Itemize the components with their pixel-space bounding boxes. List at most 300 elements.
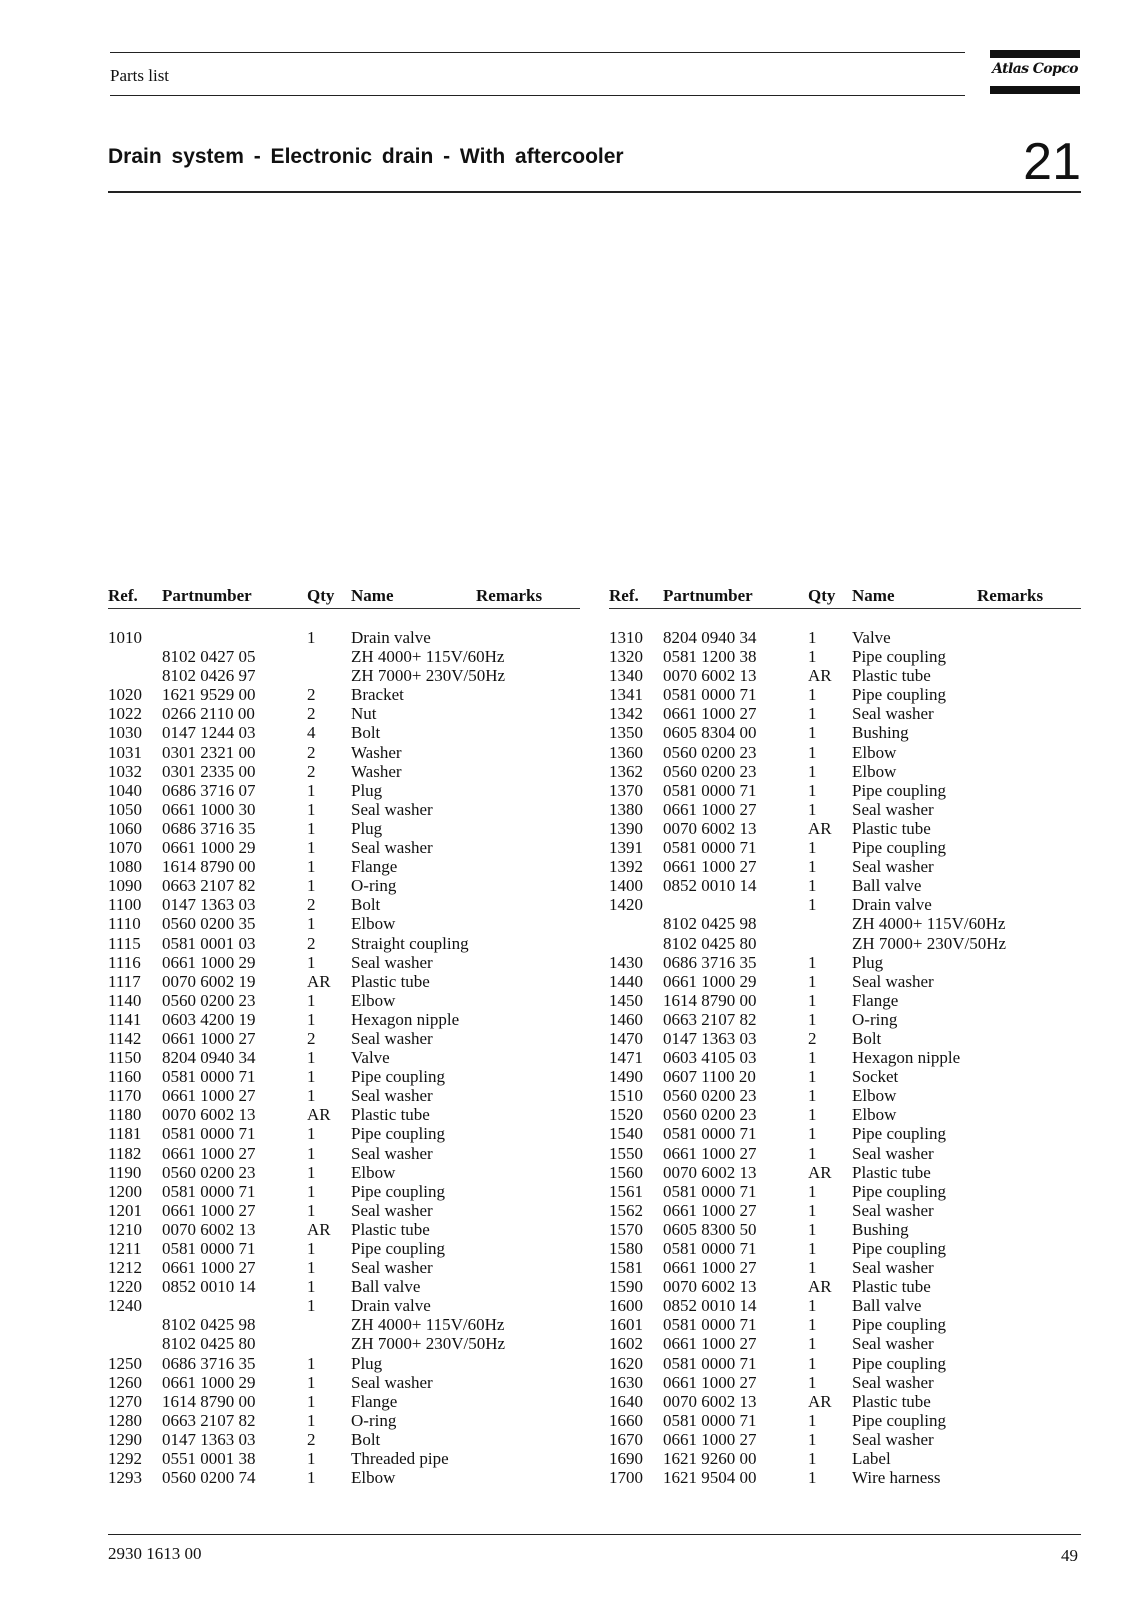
table-row — [108, 1163, 580, 1182]
row-partnumber: 1614 8790 00 — [162, 857, 256, 877]
row-ref: 1140 — [108, 990, 142, 1010]
row-name: Elbow — [351, 1162, 396, 1182]
row-qty: 1 — [307, 1009, 316, 1029]
row-name: Plug — [351, 780, 383, 800]
table-row — [108, 762, 580, 781]
row-name: Pipe coupling — [351, 1181, 445, 1201]
table-row — [108, 1315, 580, 1334]
row-ref: 1510 — [609, 1086, 643, 1106]
row-name: Pipe coupling — [351, 1067, 445, 1087]
row-ref: 1117 — [108, 971, 141, 991]
row-name: Washer — [351, 742, 402, 762]
table-row — [609, 1010, 1081, 1029]
row-qty: 1 — [808, 1315, 817, 1335]
table-row — [108, 1124, 580, 1143]
row-partnumber: 0661 1000 29 — [162, 1372, 256, 1392]
row-name: Plastic tube — [351, 1219, 430, 1239]
row-partnumber: 0560 0200 23 — [162, 1162, 256, 1182]
row-qty: 1 — [307, 857, 316, 877]
row-name: Seal washer — [852, 857, 934, 877]
row-partnumber: 0070 6002 13 — [162, 1105, 256, 1125]
row-qty: 1 — [307, 838, 316, 858]
row-ref: 1590 — [609, 1277, 643, 1297]
row-name: Elbow — [351, 990, 396, 1010]
row-name: Seal washer — [852, 971, 934, 991]
row-name: Seal washer — [351, 952, 433, 972]
row-name: Plastic tube — [852, 1162, 931, 1182]
table-row — [609, 1296, 1081, 1315]
row-qty: 1 — [808, 704, 817, 724]
table-row — [609, 723, 1081, 742]
row-name: Elbow — [852, 1086, 897, 1106]
row-ref: 1201 — [108, 1200, 142, 1220]
row-ref: 1115 — [108, 933, 141, 953]
row-qty: 1 — [307, 1124, 316, 1144]
row-ref: 1010 — [108, 628, 142, 647]
row-ref: 1260 — [108, 1372, 142, 1392]
row-ref: 1392 — [609, 857, 643, 877]
table-row — [609, 1029, 1081, 1048]
row-ref: 1341 — [609, 685, 643, 705]
row-name: Seal washer — [852, 1200, 934, 1220]
row-partnumber: 0581 0000 71 — [663, 1124, 757, 1144]
header-qty: Qty — [808, 586, 836, 605]
table-row — [609, 1468, 1081, 1487]
row-qty: 1 — [307, 1391, 316, 1411]
row-ref: 1562 — [609, 1200, 643, 1220]
row-name: Elbow — [351, 914, 396, 934]
row-name: ZH 7000+ 230V/50Hz — [351, 666, 506, 686]
parts-table-right — [609, 586, 1081, 1487]
row-qty: AR — [307, 971, 331, 991]
row-qty: 2 — [307, 685, 316, 705]
table-row — [108, 1239, 580, 1258]
row-name: Plastic tube — [351, 1105, 430, 1125]
table-row — [108, 743, 580, 762]
row-name: Drain valve — [351, 628, 431, 647]
row-ref: 1602 — [609, 1334, 643, 1354]
row-partnumber: 0581 0000 71 — [162, 1239, 256, 1258]
row-ref: 1630 — [609, 1372, 643, 1392]
row-partnumber: 0581 0000 71 — [162, 1181, 256, 1201]
row-partnumber: 0560 0200 23 — [663, 742, 757, 762]
row-name: Pipe coupling — [852, 838, 946, 858]
row-partnumber: 0686 3716 35 — [162, 1353, 256, 1373]
row-qty: 1 — [808, 1258, 817, 1278]
row-ref: 1310 — [609, 628, 643, 647]
row-ref: 1471 — [609, 1048, 643, 1068]
title-rule — [108, 191, 1081, 193]
row-ref: 1116 — [108, 952, 141, 972]
row-partnumber: 0147 1363 03 — [162, 1429, 256, 1449]
table-row — [609, 781, 1081, 800]
row-ref: 1370 — [609, 780, 643, 800]
table-row — [108, 991, 580, 1010]
row-qty: 1 — [808, 838, 817, 858]
table-row — [108, 781, 580, 800]
header-partnumber: Partnumber — [663, 586, 753, 605]
row-name: Ball valve — [852, 1296, 922, 1316]
row-ref: 1380 — [609, 799, 643, 819]
row-name: Seal washer — [852, 1429, 934, 1449]
row-name: Seal washer — [852, 1258, 934, 1278]
row-partnumber: 0661 1000 29 — [162, 952, 256, 972]
row-qty: 2 — [307, 1028, 316, 1048]
row-qty: 2 — [307, 895, 316, 915]
row-ref: 1060 — [108, 818, 142, 838]
row-name: Pipe coupling — [852, 1124, 946, 1144]
row-name: Seal washer — [351, 838, 433, 858]
row-ref: 1470 — [609, 1028, 643, 1048]
row-qty: 1 — [808, 1372, 817, 1392]
row-ref: 1170 — [108, 1086, 142, 1106]
row-name: Flange — [351, 1391, 398, 1411]
row-partnumber: 8102 0425 80 — [162, 1334, 256, 1354]
row-qty: 1 — [808, 780, 817, 800]
header-remarks: Remarks — [476, 586, 543, 605]
row-ref: 1040 — [108, 780, 142, 800]
header-ref: Ref. — [108, 586, 138, 605]
row-qty: 1 — [808, 685, 817, 705]
table-row — [609, 704, 1081, 723]
table-row — [108, 704, 580, 723]
row-partnumber: 0603 4200 19 — [162, 1009, 256, 1029]
table-row — [609, 934, 1081, 953]
row-ref: 1440 — [609, 971, 643, 991]
row-partnumber: 0605 8304 00 — [663, 723, 757, 743]
row-ref: 1240 — [108, 1296, 142, 1316]
table-row — [609, 1373, 1081, 1392]
table-row — [609, 685, 1081, 704]
row-partnumber: 1621 9260 00 — [663, 1449, 757, 1469]
row-qty: 1 — [307, 780, 316, 800]
row-qty: AR — [307, 1105, 331, 1125]
row-qty: 1 — [808, 1067, 817, 1087]
row-ref: 1550 — [609, 1143, 643, 1163]
row-qty: 1 — [808, 1143, 817, 1163]
row-name: Flange — [852, 990, 899, 1010]
table-row — [609, 1430, 1081, 1449]
row-name: Bolt — [852, 1028, 882, 1048]
table-row — [609, 1258, 1081, 1277]
header-name: Name — [852, 586, 895, 605]
row-qty: 1 — [808, 1429, 817, 1449]
row-partnumber: 0661 1000 27 — [162, 1086, 256, 1106]
row-qty: 2 — [307, 761, 316, 781]
row-name: Pipe coupling — [852, 1181, 946, 1201]
row-name: Bushing — [852, 1219, 909, 1239]
row-qty: 1 — [307, 1410, 316, 1430]
row-qty: 1 — [808, 1410, 817, 1430]
row-qty: 1 — [307, 1258, 316, 1278]
row-name: Bracket — [351, 685, 404, 705]
table-row — [108, 800, 580, 819]
table-row — [609, 762, 1081, 781]
table-row — [609, 1354, 1081, 1373]
table-row — [609, 1163, 1081, 1182]
row-name: Pipe coupling — [852, 1353, 946, 1373]
row-partnumber: 0581 0000 71 — [663, 780, 757, 800]
table-row — [609, 1086, 1081, 1105]
section-label: Parts list — [110, 66, 170, 85]
table-row — [609, 857, 1081, 876]
row-qty: 1 — [808, 647, 817, 667]
row-name: Seal washer — [852, 799, 934, 819]
row-name: Pipe coupling — [852, 1410, 946, 1430]
table-row — [108, 1067, 580, 1086]
row-partnumber: 0581 0001 03 — [162, 933, 256, 953]
row-qty: 1 — [808, 876, 817, 896]
page-title: Drain system - Electronic drain - With aftercooler — [108, 145, 624, 168]
row-qty: 1 — [808, 1048, 817, 1068]
row-partnumber: 0661 1000 27 — [663, 1258, 757, 1278]
row-ref: 1660 — [609, 1410, 643, 1430]
row-ref: 1030 — [108, 723, 142, 743]
row-name: Washer — [351, 761, 402, 781]
row-qty: 2 — [307, 1429, 316, 1449]
row-qty: 1 — [808, 971, 817, 991]
row-qty: 1 — [808, 1124, 817, 1144]
row-partnumber: 0603 4105 03 — [663, 1048, 757, 1068]
row-ref: 1700 — [609, 1468, 643, 1488]
row-partnumber: 8102 0425 98 — [663, 914, 757, 934]
row-partnumber: 0560 0200 23 — [663, 1105, 757, 1125]
row-ref: 1160 — [108, 1067, 142, 1087]
row-name: Pipe coupling — [852, 1315, 946, 1335]
row-partnumber: 1614 8790 00 — [162, 1391, 256, 1411]
row-partnumber: 0070 6002 19 — [162, 971, 256, 991]
row-name: Straight coupling — [351, 933, 469, 953]
table-row — [609, 1449, 1081, 1468]
row-name: Elbow — [852, 761, 897, 781]
row-qty: 1 — [808, 742, 817, 762]
row-name: Hexagon nipple — [852, 1048, 961, 1068]
row-partnumber: 0070 6002 13 — [663, 818, 757, 838]
table-row — [108, 953, 580, 972]
row-qty: 1 — [307, 1067, 316, 1087]
row-partnumber: 1621 9504 00 — [663, 1468, 757, 1488]
row-ref: 1570 — [609, 1219, 643, 1239]
table-row — [609, 1334, 1081, 1353]
row-ref: 1420 — [609, 895, 643, 915]
row-partnumber: 0852 0010 14 — [663, 876, 757, 896]
table-row — [108, 1144, 580, 1163]
row-qty: 1 — [808, 723, 817, 743]
table-rows — [108, 628, 580, 1487]
table-header — [609, 586, 1081, 609]
row-qty: 1 — [808, 990, 817, 1010]
row-ref: 1142 — [108, 1028, 142, 1048]
row-ref: 1032 — [108, 761, 142, 781]
table-row — [609, 1048, 1081, 1067]
table-row — [108, 1258, 580, 1277]
row-name: Plastic tube — [852, 818, 931, 838]
row-qty: 1 — [307, 628, 316, 647]
row-ref: 1141 — [108, 1009, 142, 1029]
row-ref: 1460 — [609, 1009, 643, 1029]
row-ref: 1600 — [609, 1296, 643, 1316]
row-partnumber: 0581 0000 71 — [663, 1181, 757, 1201]
row-partnumber: 0581 0000 71 — [663, 1353, 757, 1373]
row-partnumber: 0605 8300 50 — [663, 1219, 757, 1239]
row-partnumber: 8102 0426 97 — [162, 666, 256, 686]
row-ref: 1360 — [609, 742, 643, 762]
row-ref: 1292 — [108, 1449, 142, 1469]
row-partnumber: 0301 2335 00 — [162, 761, 256, 781]
row-name: Plug — [351, 1353, 383, 1373]
row-name: Bolt — [351, 723, 381, 743]
row-partnumber: 0661 1000 29 — [663, 971, 757, 991]
row-ref: 1340 — [609, 666, 643, 686]
row-name: Pipe coupling — [852, 647, 946, 667]
row-ref: 1580 — [609, 1239, 643, 1258]
table-row — [609, 628, 1081, 647]
row-partnumber: 0560 0200 74 — [162, 1468, 256, 1488]
table-row — [609, 1182, 1081, 1201]
row-qty: 1 — [307, 1239, 316, 1258]
row-partnumber: 0266 2110 00 — [162, 704, 255, 724]
table-row — [108, 685, 580, 704]
row-name: Bolt — [351, 1429, 381, 1449]
table-row — [108, 1373, 580, 1392]
row-partnumber: 0581 0000 71 — [162, 1124, 256, 1144]
table-row — [609, 1411, 1081, 1430]
row-qty: 1 — [307, 1048, 316, 1068]
row-ref: 1181 — [108, 1124, 142, 1144]
row-name: Pipe coupling — [852, 685, 946, 705]
table-row — [108, 876, 580, 895]
row-name: Plastic tube — [852, 1277, 931, 1297]
row-partnumber: 0581 0000 71 — [663, 1315, 757, 1335]
table-row — [609, 991, 1081, 1010]
row-qty: 1 — [808, 1009, 817, 1029]
row-ref: 1561 — [609, 1181, 643, 1201]
table-row — [609, 1201, 1081, 1220]
row-ref: 1110 — [108, 914, 141, 934]
row-partnumber: 0661 1000 27 — [663, 1334, 757, 1354]
table-rows — [609, 628, 1081, 1487]
table-row — [609, 1067, 1081, 1086]
row-partnumber: 0581 0000 71 — [663, 1239, 757, 1258]
row-qty: 1 — [307, 799, 316, 819]
row-name: Bolt — [351, 895, 381, 915]
row-ref: 1220 — [108, 1277, 142, 1297]
row-name: Plastic tube — [351, 971, 430, 991]
table-row — [108, 1048, 580, 1067]
table-row — [609, 895, 1081, 914]
row-partnumber: 0147 1363 03 — [162, 895, 256, 915]
row-ref: 1070 — [108, 838, 142, 858]
chapter-number: 21 — [1023, 133, 1081, 191]
row-partnumber: 0663 2107 82 — [162, 876, 256, 896]
row-ref: 1620 — [609, 1353, 643, 1373]
row-qty: AR — [808, 818, 832, 838]
row-ref: 1080 — [108, 857, 142, 877]
row-name: O-ring — [852, 1009, 898, 1029]
row-partnumber: 0070 6002 13 — [663, 1162, 757, 1182]
table-row — [108, 895, 580, 914]
row-partnumber: 0581 1200 38 — [663, 647, 757, 667]
row-name: Elbow — [852, 742, 897, 762]
row-ref: 1490 — [609, 1067, 643, 1087]
row-name: Threaded pipe — [351, 1449, 449, 1469]
footer-rule — [108, 1534, 1081, 1535]
parts-table-left — [108, 586, 580, 1487]
table-row — [108, 628, 580, 647]
row-name: Valve — [351, 1048, 390, 1068]
row-name: Seal washer — [852, 1334, 934, 1354]
row-name: Seal washer — [852, 1372, 934, 1392]
row-partnumber: 8102 0425 98 — [162, 1315, 256, 1335]
row-ref: 1180 — [108, 1105, 142, 1125]
row-name: O-ring — [351, 876, 397, 896]
row-qty: AR — [808, 666, 832, 686]
table-row — [108, 972, 580, 991]
logo-top-bar — [990, 50, 1080, 58]
row-name: Valve — [852, 628, 891, 647]
table-row — [108, 819, 580, 838]
row-ref: 1540 — [609, 1124, 643, 1144]
table-row — [108, 1029, 580, 1048]
table-row — [609, 1144, 1081, 1163]
row-qty: 1 — [808, 1468, 817, 1488]
row-qty: 1 — [808, 857, 817, 877]
row-qty: AR — [808, 1391, 832, 1411]
row-qty: 1 — [307, 1162, 316, 1182]
row-partnumber: 0581 0000 71 — [663, 685, 757, 705]
row-qty: 1 — [307, 1200, 316, 1220]
row-ref: 1290 — [108, 1429, 142, 1449]
row-partnumber: 0663 2107 82 — [162, 1410, 256, 1430]
table-row — [609, 743, 1081, 762]
row-ref: 1293 — [108, 1468, 142, 1488]
row-name: Seal washer — [852, 1143, 934, 1163]
table-row — [108, 1411, 580, 1430]
row-ref: 1190 — [108, 1162, 142, 1182]
row-partnumber: 0560 0200 23 — [663, 761, 757, 781]
row-name: Pipe coupling — [351, 1124, 445, 1144]
table-row — [609, 914, 1081, 933]
table-row — [108, 1354, 580, 1373]
row-ref: 1640 — [609, 1391, 643, 1411]
table-row — [108, 1296, 580, 1315]
row-partnumber: 0661 1000 27 — [162, 1200, 256, 1220]
row-name: Plug — [852, 952, 884, 972]
row-qty: AR — [808, 1162, 832, 1182]
header-qty: Qty — [307, 586, 335, 605]
row-ref: 1200 — [108, 1181, 142, 1201]
table-row — [108, 914, 580, 933]
logo-bottom-bar — [990, 86, 1080, 94]
row-ref: 1280 — [108, 1410, 142, 1430]
row-qty: 1 — [808, 761, 817, 781]
row-qty: 2 — [307, 704, 316, 724]
row-qty: 1 — [307, 914, 316, 934]
row-partnumber: 0581 0000 71 — [162, 1067, 256, 1087]
row-partnumber: 0607 1100 20 — [663, 1067, 756, 1087]
row-qty: 1 — [307, 1449, 316, 1469]
row-partnumber: 0686 3716 07 — [162, 780, 256, 800]
row-ref: 1601 — [609, 1315, 643, 1335]
header-remarks: Remarks — [977, 586, 1044, 605]
row-partnumber: 0661 1000 27 — [663, 1143, 757, 1163]
row-name: ZH 4000+ 115V/60Hz — [351, 1315, 505, 1335]
row-partnumber: 0661 1000 27 — [162, 1143, 256, 1163]
row-ref: 1350 — [609, 723, 643, 743]
table-row — [108, 857, 580, 876]
row-partnumber: 0852 0010 14 — [663, 1296, 757, 1316]
table-row — [108, 1468, 580, 1487]
